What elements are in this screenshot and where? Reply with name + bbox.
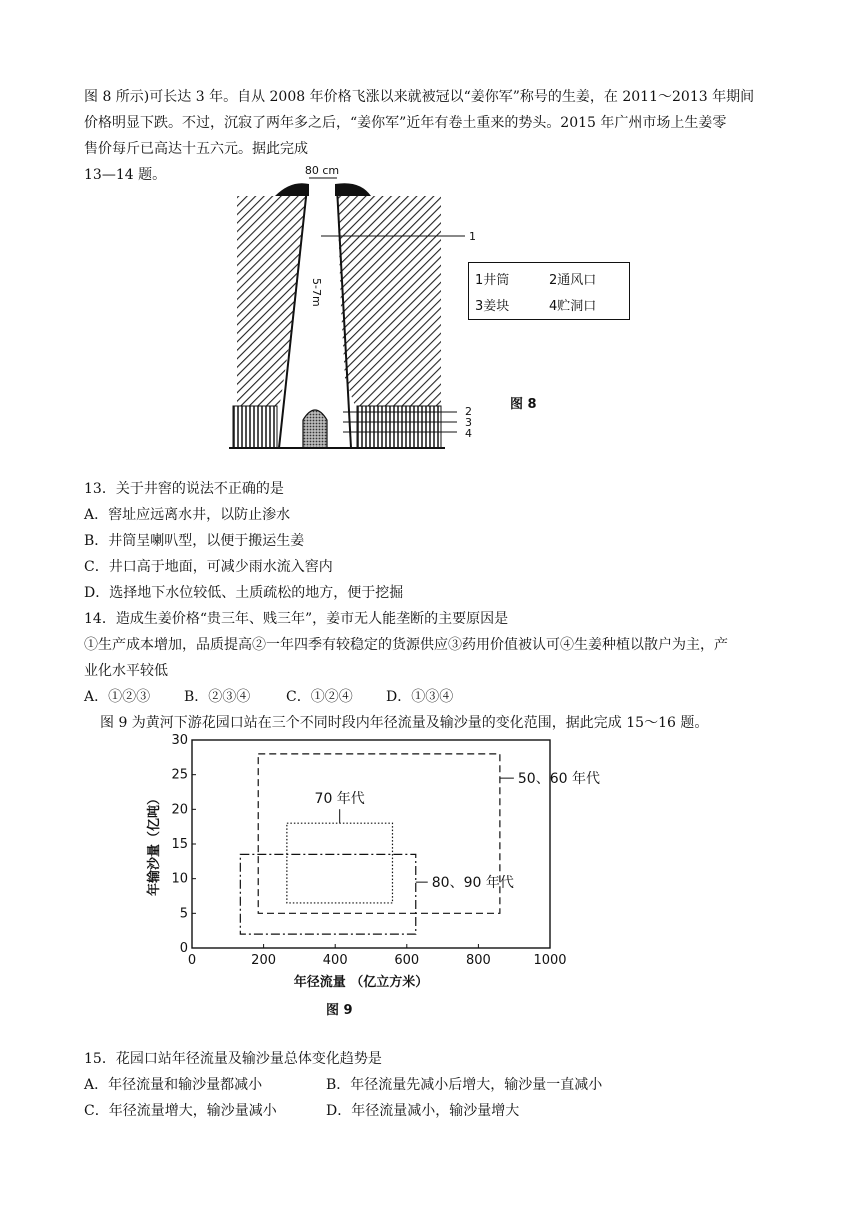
q13-option-b: B．井筒呈喇叭型，以便于搬运生姜 (84, 533, 305, 549)
q14-stem: 14．造成生姜价格“贵三年、贱三年”，姜市无人能垄断的主要原因是 (84, 611, 509, 627)
intro-line-4: 13—14 题。 (84, 167, 167, 183)
x-tick-label: 1000 (533, 953, 567, 968)
soil-right (337, 196, 441, 406)
q14-statements-line-1: ①生产成本增加，品质提高②一年四季有较稳定的货源供应③药用价值被认可④生姜种植以散户为主，产 (84, 637, 728, 653)
q14-option-a: A．①②③ (84, 689, 151, 705)
legend-item-2: 2通风口 (549, 273, 597, 288)
q14-option-b: B．②③④ (184, 689, 251, 705)
figure-9-caption: 图 9 (326, 1003, 353, 1018)
mound-right (335, 183, 371, 196)
legend-item-1: 1井筒 (475, 273, 510, 288)
q14-statements-line-2: 业化水平较低 (84, 663, 168, 679)
y-tick-label: 15 (171, 837, 188, 852)
y-tick-label: 20 (171, 802, 188, 818)
intro-line-2: 价格明显下跌。不过，沉寂了两年多之后，“姜你军”近年有卷土重来的势头。2015 年广州市场上生姜零 (84, 115, 727, 131)
q13-option-d: D．选择地下水位较低、土质疏松的地方，便于挖掘 (84, 585, 404, 601)
mound-left (275, 183, 309, 196)
y-tick-label: 5 (179, 906, 188, 922)
intro-line-1: 图 8 所示)可长达 3 年。自从 2008 年价格飞涨以来就被冠以“姜你军”称号的生姜，在 2011～2013 年期间 (84, 89, 755, 105)
callout-3: 3 (465, 416, 472, 429)
ginger-pile (303, 410, 327, 448)
width-label: 80 cm (304, 164, 340, 177)
figure-9-chart (140, 734, 610, 994)
series-label-3: 80、90 年代 (431, 875, 514, 892)
range-box-2 (287, 823, 393, 903)
q15-option-a: A．年径流量和输沙量都减小 (84, 1077, 263, 1093)
q13-option-a: A．窖址应远离水井，以防止渗水 (84, 507, 291, 523)
callout-4: 4 (465, 427, 472, 440)
x-tick-label: 400 (322, 953, 348, 968)
q13-option-c: C．井口高于地面，可减少雨水流入窖内 (84, 559, 333, 575)
q13-stem: 13．关于井窖的说法不正确的是 (84, 481, 284, 497)
x-tick-label: 800 (465, 953, 491, 968)
q15-option-b: B．年径流量先减小后增大，输沙量一直减小 (326, 1077, 603, 1093)
y-tick-label: 30 (171, 734, 188, 748)
legend-item-4: 4贮洞口 (549, 299, 597, 314)
storage-left (233, 406, 277, 448)
figure-8-caption: 图 8 (510, 397, 537, 412)
q15-option-d: D．年径流量减小，输沙量增大 (326, 1103, 520, 1119)
y-tick-label: 25 (171, 767, 188, 783)
x-axis-label: 年径流量 （亿立方米） (293, 975, 429, 990)
q15-option-c: C．年径流量增大，输沙量减小 (84, 1103, 277, 1119)
callout-1: 1 (469, 230, 476, 243)
series-label-2: 70 年代 (314, 791, 365, 808)
range-box-3 (240, 854, 415, 934)
q14-option-d: D．①③④ (386, 689, 454, 705)
soil-left (237, 196, 307, 406)
figure-9-intro: 图 9 为黄河下游花园口站在三个不同时段内年径流量及输沙量的变化范围，据此完成 15～16 题。 (100, 715, 709, 731)
x-tick-label: 200 (251, 953, 277, 968)
q15-stem: 15．花园口站年径流量及输沙量总体变化趋势是 (84, 1051, 382, 1067)
figure-8-legend (468, 262, 630, 320)
y-tick-label: 10 (171, 871, 188, 887)
legend-item-3: 3姜块 (475, 299, 510, 314)
figure-8-diagram (225, 158, 485, 458)
callout-2: 2 (465, 405, 472, 418)
x-tick-label: 0 (187, 953, 197, 968)
plot-frame (192, 740, 550, 948)
depth-label: 5-7m (310, 278, 323, 307)
y-axis-label: 年输沙量（亿吨） (147, 791, 162, 897)
q14-option-c: C．①②④ (286, 689, 353, 705)
x-tick-label: 600 (394, 953, 420, 968)
series-label-1: 50、60 年代 (517, 771, 600, 788)
y-tick-label: 0 (179, 941, 188, 956)
intro-line-3: 售价每斤已高达十五六元。据此完成 (84, 141, 308, 157)
